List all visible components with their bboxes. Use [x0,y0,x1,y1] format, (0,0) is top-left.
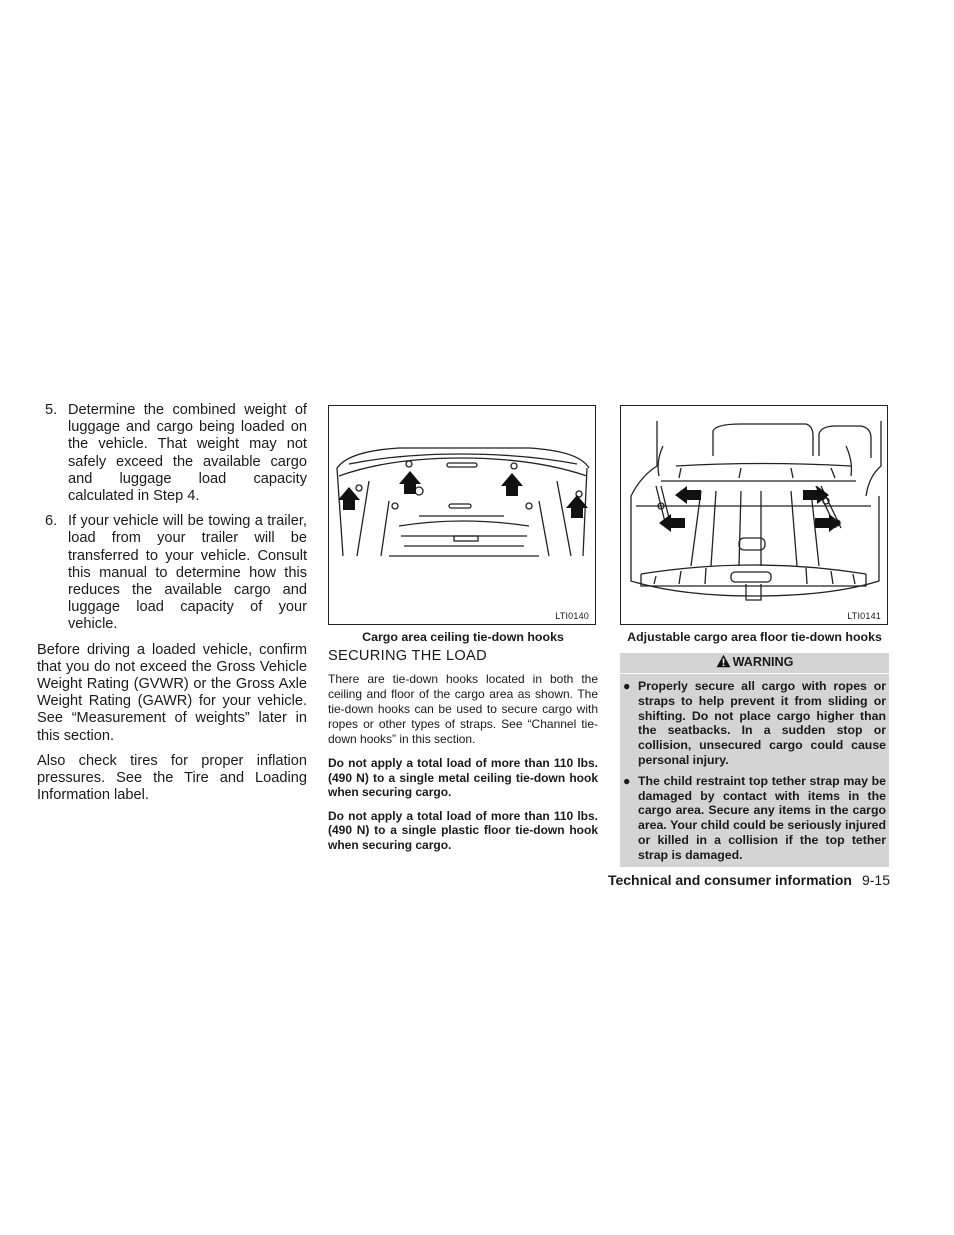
step-text: If your vehicle will be towing a trailer, load from your trailer will be transferred to your vehicle. Consult this manual to determine how this reduces the available cargo and luggage load capacity of your vehicle. [68,513,307,633]
page-footer [560,872,890,888]
page-number: 9-15 [861,872,890,888]
list-item [37,513,307,633]
middle-column [328,405,598,853]
left-column [37,402,307,812]
warning-text: Properly secure all cargo with ropes or straps to help prevent it from sliding or shifting. Do not place cargo higher than the seatbacks. In a sudden stop or collision, unsecured cargo could cause personal injury. [638,679,886,767]
figure-code: LTI0140 [555,611,589,621]
footer-title: Technical and consumer information [607,872,852,888]
step-number: 5. [45,402,58,418]
bullet: ● [623,679,631,693]
section-heading: SECURING THE LOAD [328,648,487,664]
load-note: Do not apply a total load of more than 110 lbs. (490 N) to a single plastic floor tie-down hook when securing cargo. [328,808,598,852]
right-column [620,405,889,867]
paragraph: Also check tires for proper inflation pressures. See the Tire and Loading Information label. [37,752,307,804]
warning-triangle-icon [716,654,731,668]
paragraph: Before driving a loaded vehicle, confirm that you do not exceed the Gross Vehicle Weight Rating (GVWR) or the Gross Axle Weight Rating (GAWR) for your vehicle. See “Measurement of weights” later in this section. [37,641,307,744]
list-item [620,679,886,768]
step-text: Determine the combined weight of luggage and cargo being loaded on the vehicle. That weight may not safely exceed the available cargo and luggage load capacity calculated in Step 4. [68,402,307,505]
warning-title: WARNING [732,655,794,669]
warning-box [620,653,889,867]
figure-code: LTI0141 [847,611,881,621]
figure-caption: Adjustable cargo area floor tie-down hooks [627,630,882,644]
figure-ceiling-hooks [328,405,596,625]
cargo-floor-illustration [621,406,888,624]
figure-floor-hooks [620,405,888,625]
list-item [37,402,307,505]
figure-caption: Cargo area ceiling tie-down hooks [362,630,564,644]
cargo-ceiling-illustration [329,406,595,624]
warning-text: The child restraint top tether strap may be damaged by contact with items in the cargo area. Secure any items in the cargo area. Your child could be seriously injured or killed in a collision if the top tether strap is damaged. [638,773,886,862]
list-item [620,774,886,863]
section-body: There are tie-down hooks located in both the ceiling and floor of the cargo area as shown. The tie-down hooks can be used to secure cargo with ropes or other types of straps. See “Channel tie-down hooks” in this section. [328,672,598,746]
load-note: Do not apply a total load of more than 110 lbs. (490 N) to a single metal ceiling tie-down hook when securing cargo. [328,756,598,800]
warning-header [620,653,889,674]
step-number: 6. [45,513,58,530]
bullet: ● [623,773,631,788]
